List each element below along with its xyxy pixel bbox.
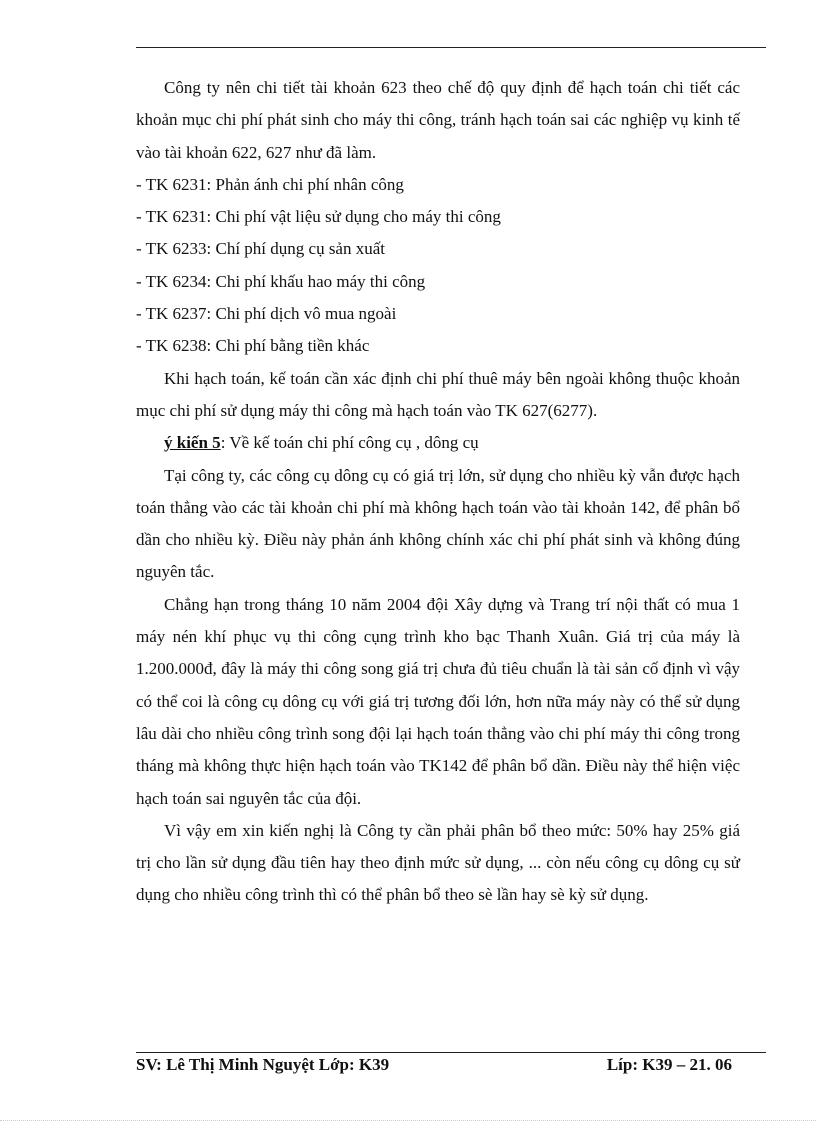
paragraph-2: Khi hạch toán, kế toán cần xác định chi phí thuê máy bên ngoài không thuộc khoản mục chi phí sử dụng máy thi công mà hạch toán vào TK 627(6277). <box>136 368 740 420</box>
list-item: - TK 6234: Chi phí khấu hao máy thi công <box>136 271 426 291</box>
list-item: - TK 6233: Chí phí dụng cụ sản xuất <box>136 239 385 259</box>
opinion-label: ý kiến 5 <box>164 433 221 453</box>
page-footer <box>136 1055 732 1075</box>
list-item: - TK 6237: Chi phí dịch vô mua ngoài <box>136 304 397 324</box>
list-item: - TK 6238: Chi phí bằng tiền khác <box>136 336 370 356</box>
footer-student: SV: Lê Thị Minh Nguyệt Lớp: K39 <box>136 1055 390 1074</box>
page-edge <box>0 1120 816 1121</box>
footer-rule <box>136 1052 766 1053</box>
document-body <box>136 72 740 912</box>
header-rule <box>136 47 766 48</box>
footer-class: Líp: K39 – 21. 06 <box>606 1055 732 1074</box>
opinion-title: : Về kế toán chi phí công cụ , dông cụ <box>220 433 479 453</box>
opinion-heading <box>136 427 740 459</box>
paragraph-5: Vì vậy em xin kiến nghị là Công ty cần phải phân bổ theo mức: 50% hay 25% giá trị cho lần sử dụng đầu tiên hay theo định mức sử dụng, ... còn nếu công cụ dông cụ sử dụng cho nhiều công trình thì có thể phân bổ theo sè lần hay sè kỳ sử dụng. <box>136 820 740 905</box>
list-item: - TK 6231: Phản ánh chi phí nhân công <box>136 174 404 194</box>
paragraph-1: Công ty nên chi tiết tài khoản 623 theo chế độ quy định để hạch toán chi tiết các khoản mục chi phí phát sinh cho máy thi công, tránh hạch toán sai các nghiệp vụ kinh tế vào tài khoản 622, 627 như đã làm. <box>136 78 740 162</box>
paragraph-3: Tại công ty, các công cụ dông cụ có giá trị lớn, sử dụng cho nhiều kỳ vẫn được hạch toán thẳng vào các tài khoản chi phí mà không hạch toán vào tài khoản 142, để phân bổ dần cho nhiều kỳ. Điều này phản ánh không chính xác chi phí phát sinh và không đúng nguyên tắc. <box>136 465 740 582</box>
list-item: - TK 6231: Chi phí vật liệu sử dụng cho máy thi công <box>136 207 501 227</box>
paragraph-4: Chẳng hạn trong tháng 10 năm 2004 đội Xây dựng và Trang trí nội thất có mua 1 máy nén khí phục vụ thi công cụng trình kho bạc Thanh Xuân. Giá trị của máy là 1.200.000đ, đây là máy thi công song giá trị chưa đủ tiêu chuẩn là tài sản cố định vì vậy có thể coi là công cụ dông cụ với giá trị tương đối lớn, hơn nữa máy này có thể sử dụng lâu dài cho nhiều công trình song đội lại hạch toán thẳng vào chi phí máy thi công trong tháng mà không thực hiện hạch toán vào TK142 để phân bổ dần. Điều này thể hiện việc hạch toán sai nguyên tắc của đội. <box>136 594 740 808</box>
